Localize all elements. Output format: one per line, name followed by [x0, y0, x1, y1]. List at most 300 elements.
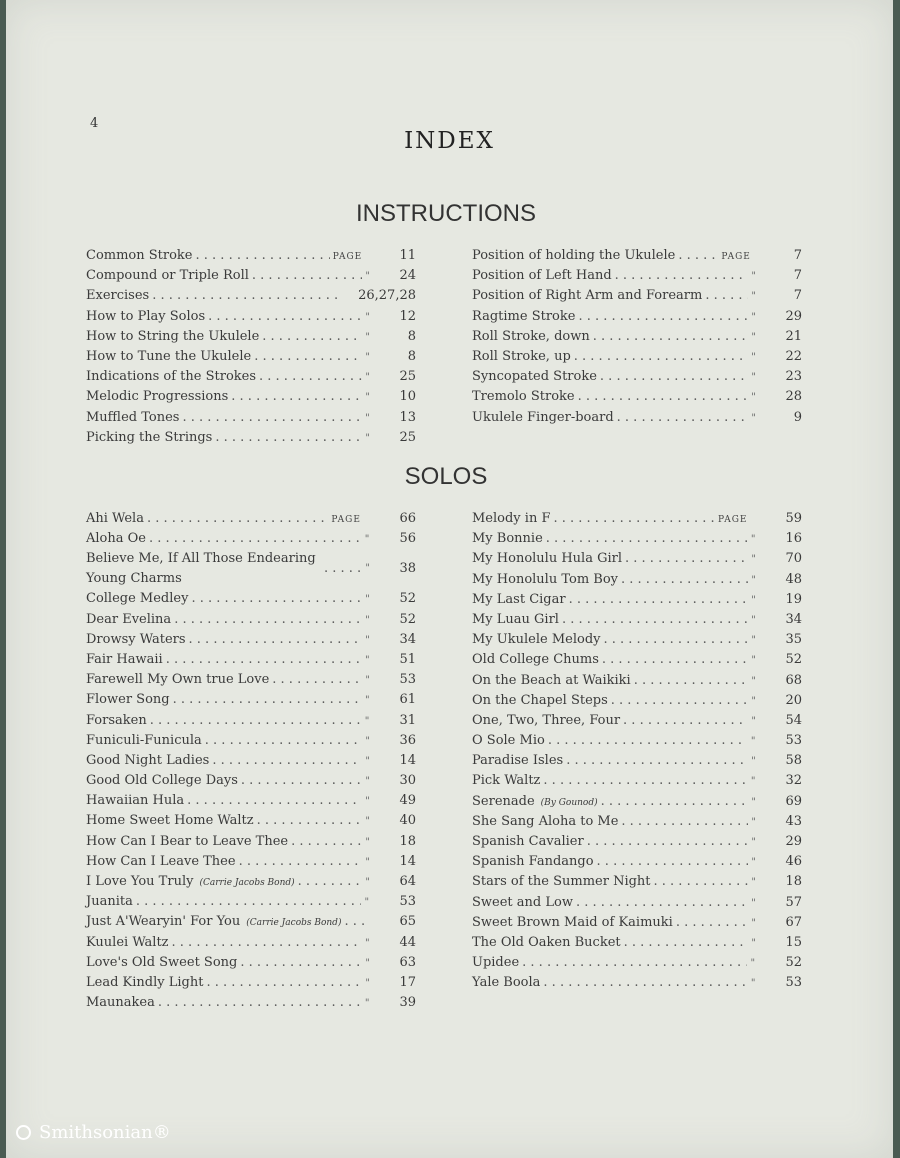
entry-page-number: 44 [399, 934, 416, 950]
entry-page-number: 11 [399, 248, 416, 263]
ditto-mark: " [365, 937, 370, 949]
entry-title: Roll Stroke, up [472, 348, 571, 364]
dot-leader [206, 973, 362, 993]
entry-page-number: 34 [399, 631, 416, 647]
ditto-mark: " [750, 736, 756, 748]
page-number: 4 [90, 116, 99, 131]
index-entry [86, 731, 416, 751]
entry-page-number: 21 [785, 328, 802, 344]
entry-page-number: 25 [399, 369, 416, 385]
entry-page-number: 14 [399, 853, 416, 869]
ditto-mark: " [751, 695, 756, 707]
entry-title: Ahi Wela [86, 511, 144, 526]
index-entry [86, 347, 416, 367]
entry-page-number: 23 [785, 369, 802, 385]
ditto-mark: " [751, 372, 756, 384]
index-entry [472, 731, 802, 751]
ditto-mark: " [365, 675, 370, 687]
dot-leader [152, 286, 338, 306]
entry-title: Ragtime Stroke [472, 308, 576, 324]
ditto-mark: " [365, 271, 370, 283]
smithsonian-watermark [16, 1122, 171, 1143]
entry-title: My Luau Girl [472, 611, 559, 627]
index-entry [472, 973, 802, 993]
entry-title: Good Old College Days [86, 773, 238, 789]
index-entry [86, 993, 416, 1013]
ditto-mark: " [365, 877, 370, 888]
entry-page-number: 53 [399, 672, 416, 688]
entry-title: On the Chapel Steps [472, 692, 608, 708]
index-entry [472, 307, 802, 327]
dot-leader [617, 408, 749, 428]
entry-title: Upidee [472, 955, 520, 971]
entry-page-number: 64 [399, 874, 416, 889]
index-entry [86, 266, 416, 286]
ditto-mark: " [751, 271, 756, 283]
ditto-mark: " [751, 614, 756, 626]
ditto-mark: " [365, 563, 370, 575]
entry-page-number: 53 [399, 894, 416, 910]
ditto-mark: " [364, 897, 370, 909]
dot-leader [187, 791, 362, 811]
index-entry [472, 671, 802, 691]
dot-leader [623, 711, 748, 731]
entry-page-number: 13 [399, 409, 416, 425]
index-entry [86, 670, 416, 690]
index-entry [86, 408, 416, 428]
entry-page-number: 67 [785, 914, 802, 930]
ditto-mark: " [365, 796, 370, 808]
ditto-mark: " [365, 392, 370, 404]
index-entry [86, 751, 416, 771]
entry-title: My Last Cigar [472, 591, 566, 607]
entry-page-number: 14 [399, 752, 416, 768]
entry-title: Maunakea [86, 995, 155, 1011]
dot-leader [615, 266, 749, 286]
ditto-mark: " [365, 776, 370, 788]
index-entry [86, 509, 416, 529]
index-entry [86, 690, 416, 710]
entry-title: Good Night Ladies [86, 752, 210, 768]
dot-leader [196, 246, 330, 266]
ditto-mark: " [750, 534, 756, 546]
index-entry [472, 852, 802, 872]
index-entry [472, 893, 802, 913]
entry-title: College Medley [86, 591, 189, 607]
instructions-heading: INSTRUCTIONS [356, 200, 536, 227]
dot-leader [257, 811, 363, 831]
entry-page-number: 70 [785, 551, 802, 567]
ditto-mark: " [751, 412, 756, 424]
entry-page-number: 52 [399, 591, 416, 607]
dot-leader [587, 832, 749, 852]
entry-title: Love's Old Sweet Song [86, 954, 238, 970]
entry-page-number: 68 [785, 672, 802, 688]
index-entry [472, 792, 802, 812]
entry-title: Forsaken [86, 712, 147, 728]
entry-page-number: 32 [785, 773, 802, 789]
index-entry [86, 912, 416, 932]
ditto-mark: " [751, 877, 756, 889]
dot-leader [259, 367, 362, 387]
entry-title: I Love You Truly [86, 874, 194, 889]
ditto-mark: " [750, 978, 756, 990]
ditto-mark: " [365, 331, 370, 343]
entry-page-number: 28 [785, 389, 802, 405]
entry-page-number: 63 [399, 954, 416, 970]
entry-title: How to Play Solos [86, 308, 206, 324]
entry-page-number: 36 [399, 732, 416, 748]
entry-page-number: 17 [399, 974, 416, 990]
ditto-mark: " [364, 998, 370, 1010]
dot-leader [298, 872, 363, 892]
solos-right-column [472, 509, 802, 994]
entry-title: Syncopated Stroke [472, 369, 597, 385]
entry-page-number: 39 [399, 995, 416, 1011]
entry-page-number: 8 [407, 348, 416, 364]
entry-page-number: 38 [399, 561, 416, 577]
dot-leader [324, 559, 362, 579]
ditto-mark: " [751, 715, 756, 727]
index-entry [86, 872, 416, 892]
index-entry [472, 610, 802, 630]
entry-page-number: 12 [399, 308, 416, 324]
index-entry [472, 711, 802, 731]
ditto-mark: " [365, 957, 370, 969]
index-entry [472, 408, 802, 428]
index-entry [86, 610, 416, 630]
index-entry [86, 549, 416, 589]
entry-title: The Old Oaken Bucket [472, 934, 621, 950]
index-entry [86, 589, 416, 609]
entry-page-number: 20 [785, 692, 802, 708]
dot-leader [548, 731, 748, 751]
index-entry [86, 791, 416, 811]
solos-left-column [86, 509, 416, 1013]
dot-leader [576, 893, 748, 913]
dot-leader [239, 852, 363, 872]
page-label: PAGE [721, 252, 751, 262]
entry-page-number: 22 [785, 348, 802, 364]
entry-page-number: 53 [785, 733, 802, 749]
index-entry [86, 711, 416, 731]
sun-ring-icon [16, 1125, 31, 1140]
ditto-mark: " [751, 937, 756, 949]
entry-title: Spanish Fandango [472, 854, 594, 870]
dot-leader [676, 913, 749, 933]
dot-leader [291, 832, 362, 852]
dot-leader [603, 630, 748, 650]
ditto-mark: " [365, 351, 370, 363]
entry-title: How Can I Bear to Leave Thee [86, 833, 289, 849]
ditto-mark: " [751, 837, 756, 848]
ditto-mark: " [365, 614, 370, 626]
entry-page-number: 29 [785, 308, 802, 324]
index-entry [472, 872, 802, 892]
page-label: PAGE [717, 515, 748, 525]
instructions-left-column [86, 246, 416, 448]
entry-page-number: 56 [399, 531, 416, 547]
entry-composer: (By Gounod) [540, 797, 598, 808]
entry-page-number: 9 [793, 409, 802, 425]
entry-page-number: 16 [785, 531, 802, 547]
entry-title: Kuulei Waltz [86, 934, 169, 950]
entry-title: My Honolulu Tom Boy [472, 571, 619, 587]
entry-page-number: 54 [785, 712, 802, 728]
ditto-mark: " [751, 574, 756, 586]
dot-leader [158, 993, 361, 1013]
dot-leader [205, 731, 363, 751]
dot-leader [212, 751, 362, 771]
entry-title: Aloha Oe [86, 531, 146, 547]
index-entry [472, 751, 802, 771]
dot-leader [215, 428, 362, 448]
entry-title: Melody in F [472, 511, 551, 526]
dot-leader [569, 590, 748, 610]
entry-title: Sweet and Low [472, 894, 573, 910]
entry-page-number: 24 [399, 268, 416, 284]
entry-title: Dear Evelina [86, 611, 172, 627]
dot-leader [231, 387, 362, 407]
entry-page-number: 18 [785, 874, 802, 890]
entry-title: Muffled Tones [86, 409, 180, 425]
index-entry [86, 892, 416, 912]
entry-page-number: 46 [785, 854, 802, 870]
entry-page-number: 59 [785, 511, 802, 526]
ditto-mark: " [365, 816, 370, 828]
entry-title: Position of Left Hand [472, 268, 612, 284]
index-entry [472, 327, 802, 347]
dot-leader [344, 912, 366, 932]
dot-leader [191, 589, 362, 609]
entry-title: Funiculi-Funicula [86, 732, 202, 748]
entry-title: She Sang Aloha to Me [472, 813, 619, 829]
index-entry [86, 933, 416, 953]
index-entry [472, 913, 802, 933]
entry-title: My Honolulu Hula Girl [472, 551, 623, 567]
dot-leader [553, 509, 715, 529]
entry-page-number: 40 [399, 813, 416, 829]
index-entry [86, 387, 416, 407]
dot-leader [522, 953, 747, 973]
dot-leader [578, 387, 749, 407]
entry-composer: (Carrie Jacobs Bond) [199, 878, 295, 888]
ditto-mark: " [751, 311, 756, 323]
index-entry [472, 246, 802, 266]
index-entry [472, 286, 802, 306]
entry-title: Just A'Wearyin' For You [86, 914, 241, 930]
dot-leader [543, 771, 747, 791]
dot-leader [166, 650, 362, 670]
entry-title: Paradise Isles [472, 753, 564, 769]
ditto-mark: " [365, 634, 370, 646]
dot-leader [543, 973, 747, 993]
entry-title: Flower Song [86, 692, 170, 708]
dot-leader [150, 711, 361, 731]
index-entry [472, 630, 802, 650]
index-entry [86, 953, 416, 973]
ditto-mark: " [365, 755, 370, 767]
entry-title: How Can I Leave Thee [86, 853, 236, 869]
dot-leader [601, 792, 749, 812]
ditto-mark: " [365, 432, 370, 444]
entry-page-number: 49 [399, 793, 416, 809]
instructions-right-column [472, 246, 802, 428]
dot-leader [624, 933, 749, 953]
ditto-mark: " [751, 796, 756, 808]
dot-leader [147, 509, 328, 529]
entry-title: Drowsy Waters [86, 631, 186, 647]
dot-leader [149, 529, 361, 549]
entry-title: Position of Right Arm and Forearm [472, 288, 703, 304]
ditto-mark: " [751, 291, 756, 303]
entry-title: Picking the Strings [86, 429, 213, 445]
dot-leader [174, 610, 362, 630]
entry-page-number: 34 [785, 611, 802, 627]
page-title: INDEX [404, 128, 495, 154]
ditto-mark: " [751, 917, 756, 929]
index-entry [472, 549, 802, 569]
entry-page-number: 18 [399, 833, 416, 849]
ditto-mark: " [751, 756, 756, 768]
ditto-mark: " [365, 735, 370, 747]
entry-page-number: 7 [793, 248, 802, 263]
dot-leader [621, 570, 748, 590]
entry-page-number: 30 [399, 773, 416, 789]
entry-title: How to Tune the Ukulele [86, 348, 252, 364]
entry-title: Yale Boola [472, 975, 541, 991]
entry-title: One, Two, Three, Four [472, 712, 621, 728]
entry-title: Believe Me, If All Those Endearing Young Charms [86, 551, 316, 587]
entry-page-number: 7 [793, 268, 802, 284]
dot-leader [566, 751, 748, 771]
ditto-mark: " [365, 594, 370, 606]
index-entry [86, 973, 416, 993]
dot-leader [136, 892, 361, 912]
ditto-mark: " [750, 776, 756, 788]
entry-title: Roll Stroke, down [472, 328, 590, 344]
dot-leader [593, 327, 749, 347]
entry-page-number: 48 [785, 571, 802, 587]
dot-leader [705, 286, 748, 306]
index-entry [472, 933, 802, 953]
ditto-mark: " [751, 594, 756, 606]
ditto-mark: " [365, 372, 370, 384]
entry-page-number: 7 [793, 288, 802, 304]
ditto-mark: " [365, 836, 370, 848]
dot-leader [578, 307, 748, 327]
index-entry [86, 852, 416, 872]
dot-leader [254, 347, 362, 367]
dot-leader [634, 671, 749, 691]
entry-page-number: 26,27,28 [358, 288, 416, 304]
dot-leader [611, 691, 749, 711]
dot-leader [621, 812, 748, 832]
entry-title: Exercises [86, 288, 150, 304]
dot-leader [600, 367, 748, 387]
entry-page-number: 29 [785, 834, 802, 849]
entry-title: Compound or Triple Roll [86, 268, 249, 284]
index-entry [472, 387, 802, 407]
ditto-mark: " [751, 635, 756, 647]
index-entry [472, 266, 802, 286]
index-entry [86, 307, 416, 327]
entry-title: Home Sweet Home Waltz [86, 813, 254, 829]
ditto-mark: " [365, 311, 370, 323]
page-label: PAGE [332, 252, 363, 262]
entry-title: Common Stroke [86, 248, 193, 263]
dot-leader [272, 670, 362, 690]
ditto-mark: " [751, 554, 756, 566]
entry-title: Melodic Progressions [86, 389, 229, 405]
entry-title: Tremolo Stroke [472, 389, 575, 405]
dot-leader [182, 408, 362, 428]
entry-page-number: 35 [785, 632, 802, 648]
entry-title: Ukulele Finger-board [472, 409, 614, 425]
ditto-mark: " [364, 534, 370, 546]
entry-page-number: 51 [399, 651, 416, 667]
entry-title: Juanita [86, 894, 133, 910]
index-entry [86, 529, 416, 549]
index-entry [86, 327, 416, 347]
dot-leader [654, 872, 749, 892]
book-page [6, 0, 893, 1158]
entry-title: Old College Chums [472, 652, 599, 668]
entry-title: O Sole Mio [472, 733, 545, 749]
index-entry [86, 630, 416, 650]
entry-title: My Ukulele Melody [472, 632, 601, 648]
index-entry [472, 771, 802, 791]
entry-title: Sweet Brown Maid of Kaimuki [472, 914, 673, 930]
entry-title: Spanish Cavalier [472, 834, 584, 849]
entry-page-number: 66 [399, 511, 416, 526]
ditto-mark: " [751, 675, 756, 687]
ditto-mark: " [751, 331, 756, 343]
entry-page-number: 25 [399, 429, 416, 445]
dot-leader [625, 549, 748, 569]
entry-page-number: 19 [785, 591, 802, 607]
index-entry [472, 832, 802, 852]
entry-page-number: 61 [399, 692, 416, 708]
dot-leader [597, 852, 749, 872]
ditto-mark: " [751, 655, 756, 667]
index-entry [472, 650, 802, 670]
entry-page-number: 53 [785, 975, 802, 991]
ditto-mark: " [751, 857, 756, 869]
entry-page-number: 65 [399, 914, 416, 930]
entry-page-number: 15 [785, 934, 802, 950]
entry-page-number: 10 [399, 389, 416, 405]
entry-title: Hawaiian Hula [86, 793, 185, 809]
index-entry [86, 286, 416, 306]
entry-page-number: 58 [785, 753, 802, 769]
entry-page-number: 31 [399, 712, 416, 728]
entry-title: Indications of the Strokes [86, 369, 257, 385]
dot-leader [546, 529, 748, 549]
index-entry [472, 691, 802, 711]
ditto-mark: " [751, 351, 756, 363]
entry-title: My Bonnie [472, 531, 543, 547]
ditto-mark: " [365, 856, 370, 868]
entry-page-number: 52 [785, 652, 802, 668]
dot-leader [172, 933, 362, 953]
index-entry [86, 811, 416, 831]
dot-leader [602, 650, 749, 670]
index-entry [86, 428, 416, 448]
index-entry [86, 246, 416, 266]
dot-leader [189, 630, 363, 650]
ditto-mark: " [751, 392, 756, 404]
